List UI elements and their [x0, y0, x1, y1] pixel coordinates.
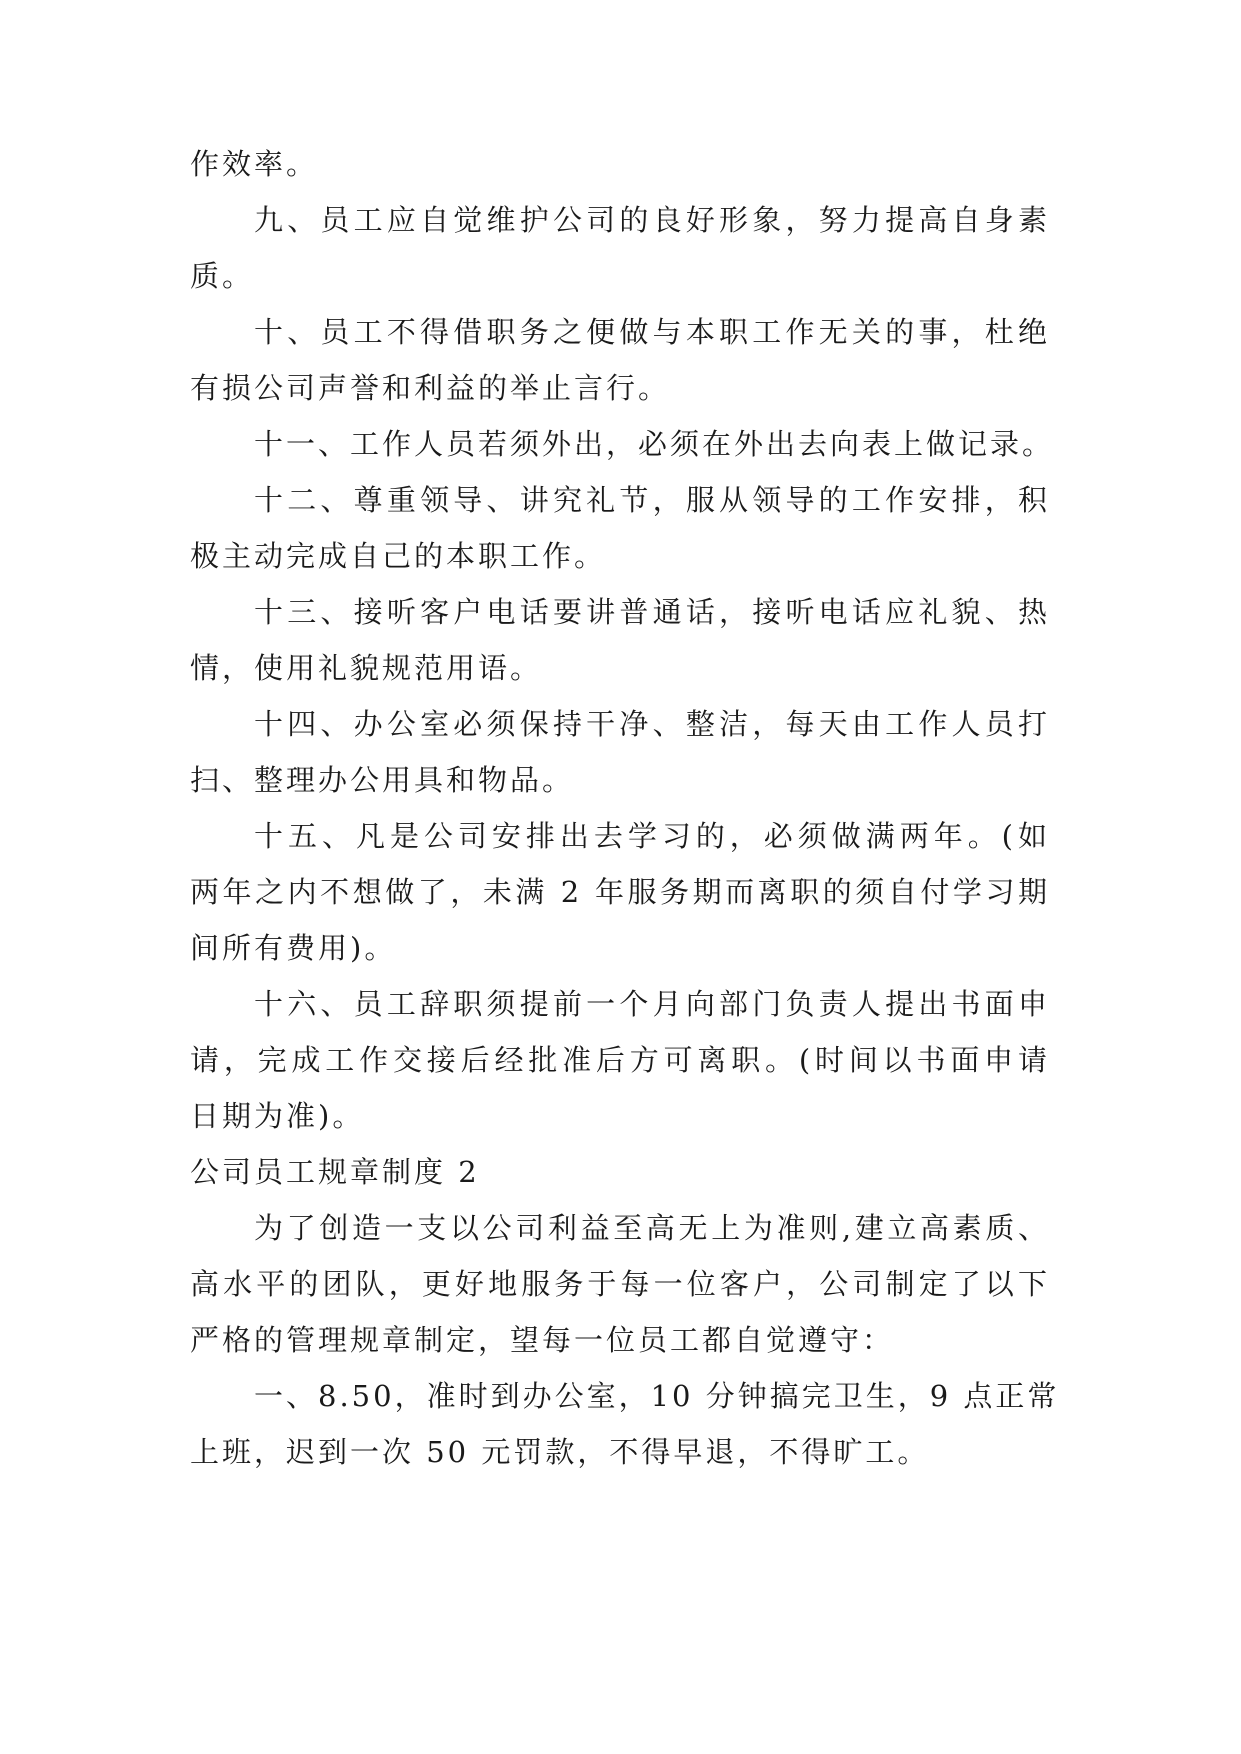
- rule-9-line-1: 九、员工应自觉维护公司的良好形象，努力提高自身素: [254, 203, 1050, 237]
- rule-10-line-1: 十、员工不得借职务之便做与本职工作无关的事，杜绝: [254, 315, 1050, 349]
- rule-10-line-2: 有损公司声誉和利益的举止言行。: [190, 371, 671, 405]
- rule-11-line-1: 十一、工作人员若须外出，必须在外出去向表上做记录。: [254, 427, 1055, 461]
- rule-14-line-1: 十四、办公室必须保持干净、整洁，每天由工作人员打: [254, 707, 1050, 741]
- rule-16-line-3: 日期为准)。: [190, 1099, 365, 1133]
- rule-1-line-1: 一、8.50，准时到办公室，10 分钟搞完卫生，9 点正常: [254, 1379, 1060, 1413]
- rule-15-line-3: 间所有费用)。: [190, 931, 397, 965]
- rule-16-line-2: 请，完成工作交接后经批准后方可离职。(时间以书面申请: [190, 1043, 1050, 1077]
- rule-1-line-2: 上班，迟到一次 50 元罚款，不得早退，不得旷工。: [190, 1435, 930, 1469]
- rule-12-line-1: 十二、尊重领导、讲究礼节，服从领导的工作安排，积: [254, 483, 1050, 517]
- rule-16-line-1: 十六、员工辞职须提前一个月向部门负责人提出书面申: [254, 987, 1050, 1021]
- rule-13-line-1: 十三、接听客户电话要讲普通话，接听电话应礼貌、热: [254, 595, 1050, 629]
- rule-15-line-1: 十五、凡是公司安排出去学习的，必须做满两年。(如: [254, 819, 1050, 853]
- rule-14-line-2: 扫、整理办公用具和物品。: [190, 763, 575, 797]
- section-heading: 公司员工规章制度 2: [190, 1155, 480, 1189]
- rule-15-line-2: 两年之内不想做了，未满 2 年服务期而离职的须自付学习期: [190, 875, 1050, 909]
- rule-12-line-2: 极主动完成自己的本职工作。: [190, 539, 607, 573]
- rule-13-line-2: 情，使用礼貌规范用语。: [190, 651, 543, 685]
- intro-line-1: 为了创造一支以公司利益至高无上为准则,建立高素质、: [254, 1211, 1050, 1245]
- paragraph-line: 作效率。: [190, 147, 319, 181]
- rule-9-line-2: 质。: [190, 259, 255, 293]
- intro-line-3: 严格的管理规章制定，望每一位员工都自觉遵守：: [190, 1323, 895, 1357]
- intro-line-2: 高水平的团队，更好地服务于每一位客户，公司制定了以下: [190, 1267, 1050, 1301]
